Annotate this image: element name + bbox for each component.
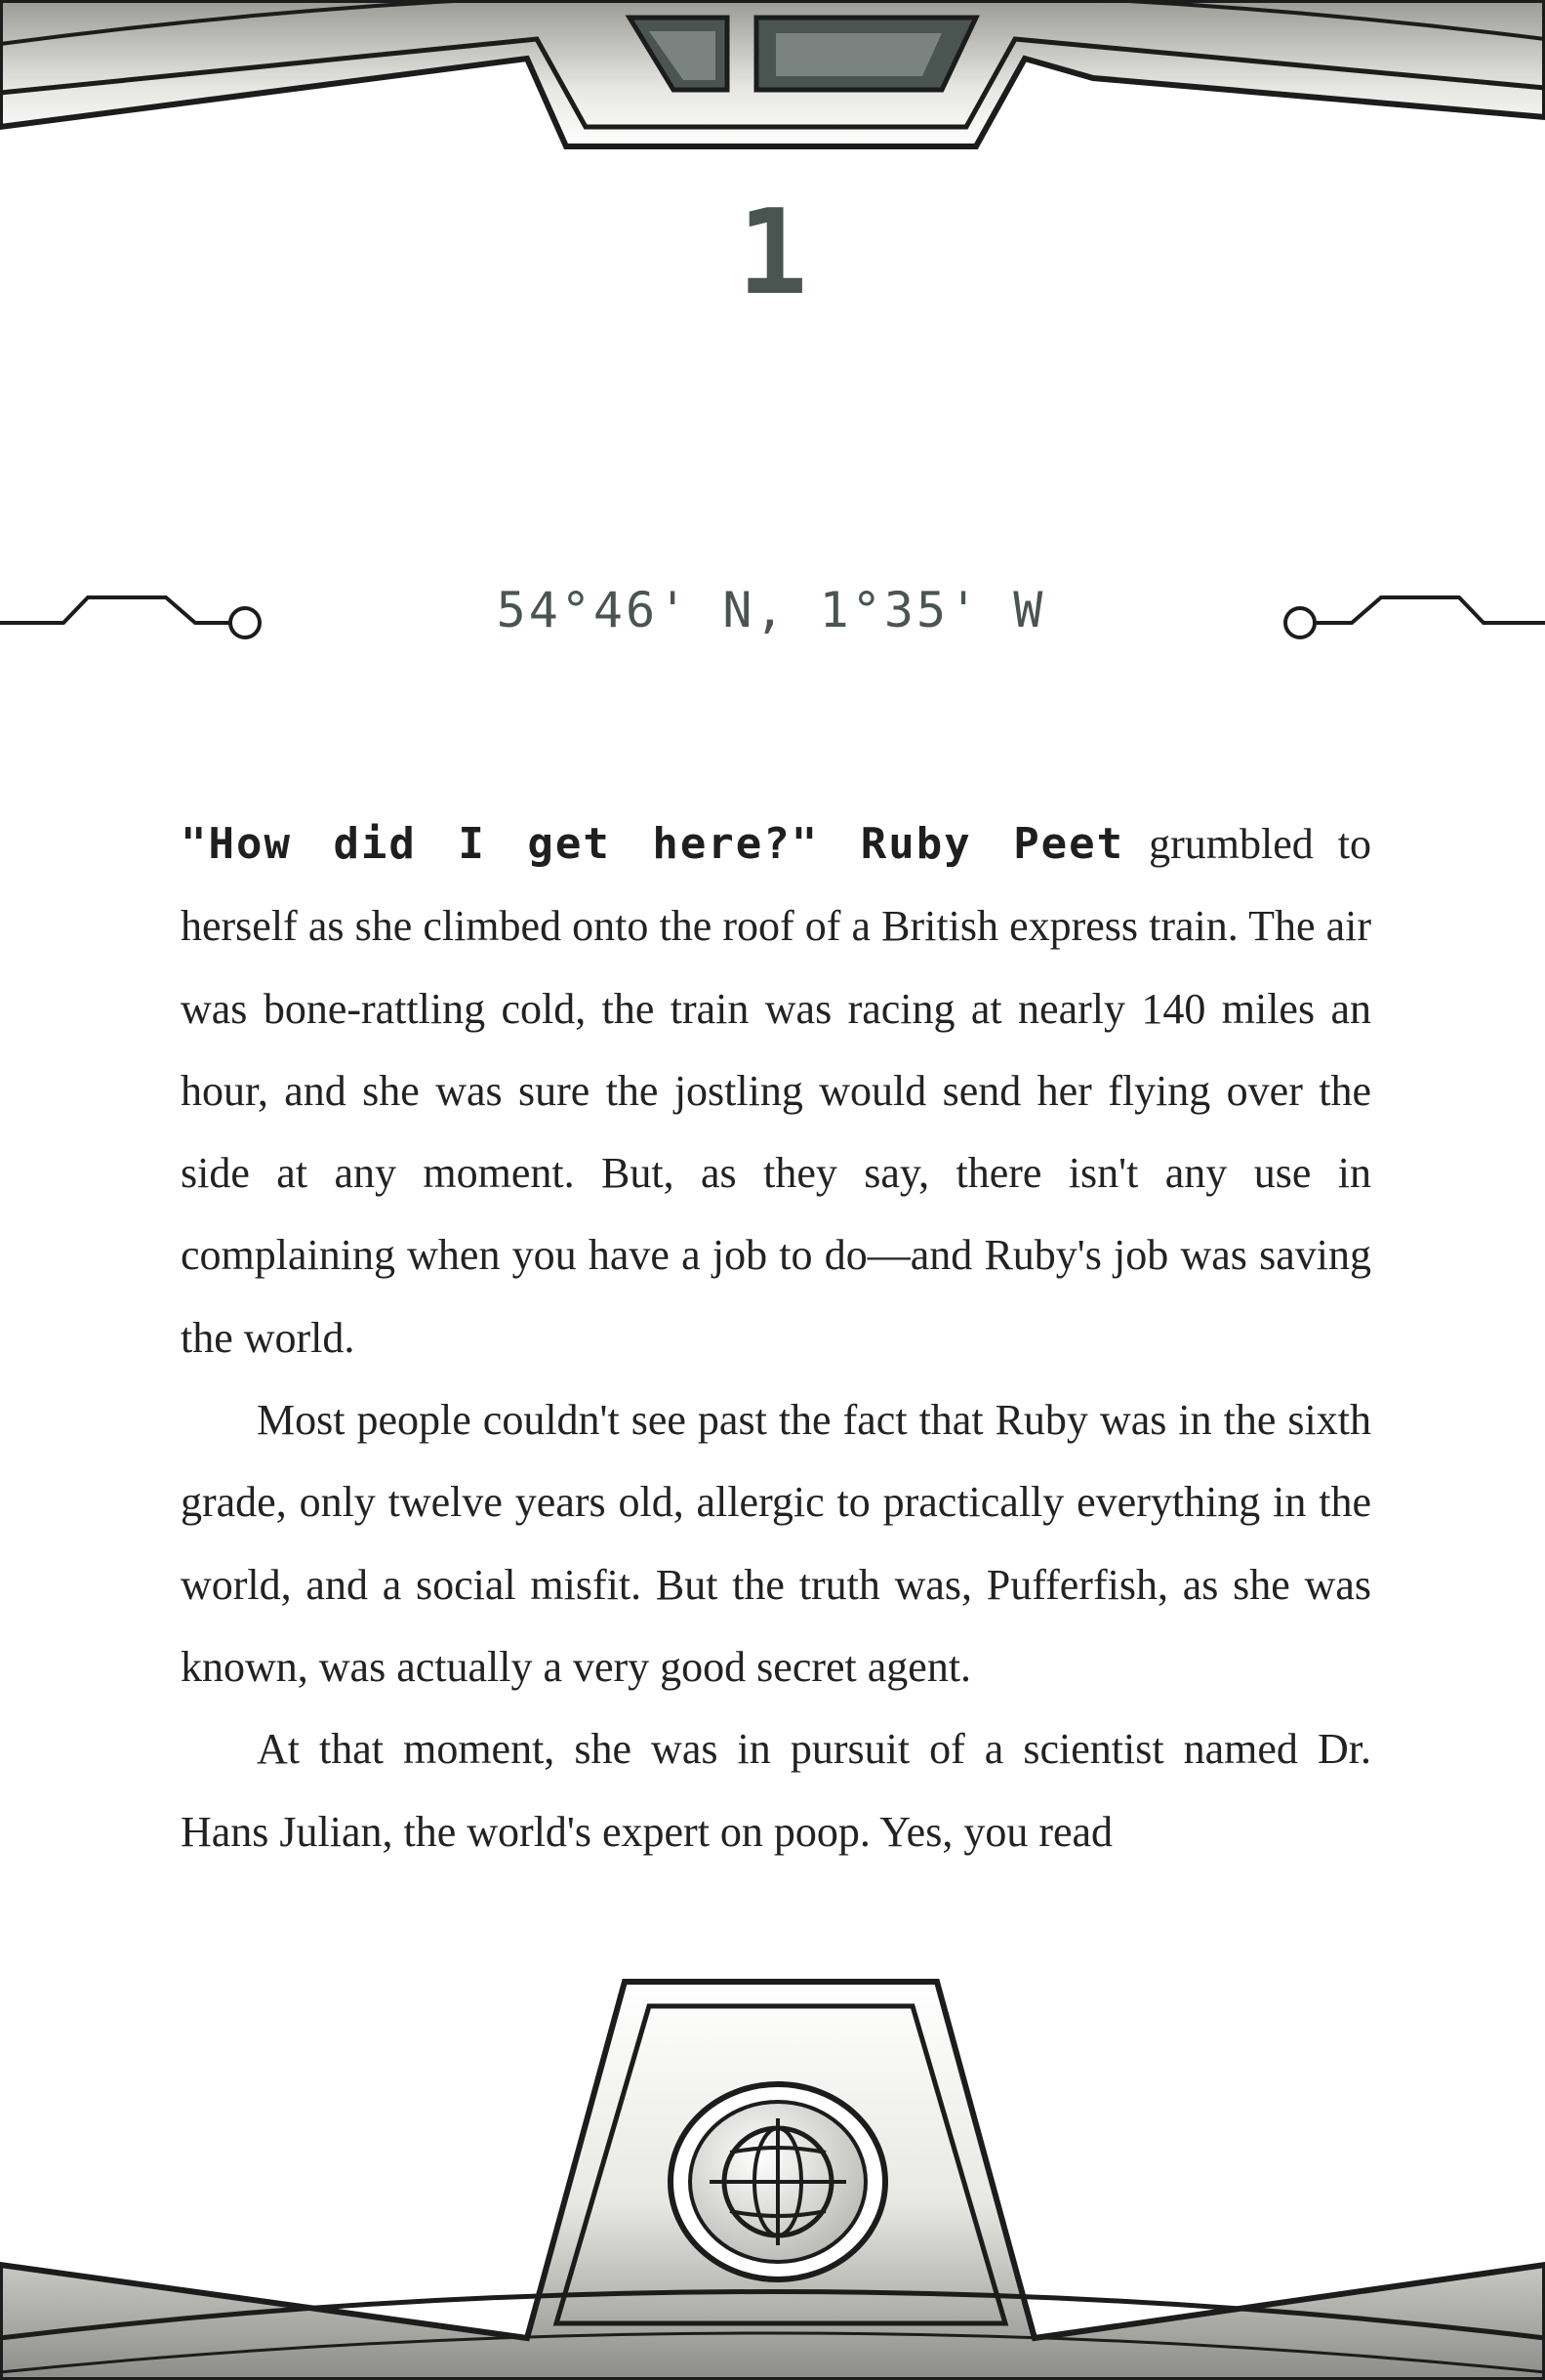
paragraph-3: At that moment, she was in pursuit of a scientist named Dr. Hans Julian, the world's expert on poop. Yes, you read [181,1725,1371,1856]
circuit-line-icon [0,566,283,654]
paragraph-1 [181,803,1371,1379]
paragraph-1-text: grumbled to herself as she climbed onto the roof of a British express train. The air was bone-rattling cold, the train was racing at nearly 140 miles an hour, and she was sure the jostling would send her flying over the side at any moment. But, as they say, there isn't any use in complaining when you have a job to do—and Ruby's job was saving the world. [181,820,1371,1362]
paragraph-2: Most people couldn't see past the fact that Ruby was in the sixth grade, only twelve years old, allergic to practically everything in the world, and a social misfit. But the truth was, Pufferfish, as she was known, was actually a very good secret agent. [181,1396,1371,1691]
chapter-body [181,803,1371,1873]
globe-icon [671,2084,885,2279]
chapter-coordinates: 54°46' N, 1°35' W [496,582,1046,638]
circuit-line-icon [1259,566,1545,654]
tech-frame-top-icon [0,0,1545,195]
tech-frame-bottom-icon [0,1952,1545,2380]
chapter-number: 1 [737,185,808,321]
lead-in-text: "How did I get here?" Ruby Peet [181,819,1125,869]
chapter-coordinates-row [0,566,1545,654]
